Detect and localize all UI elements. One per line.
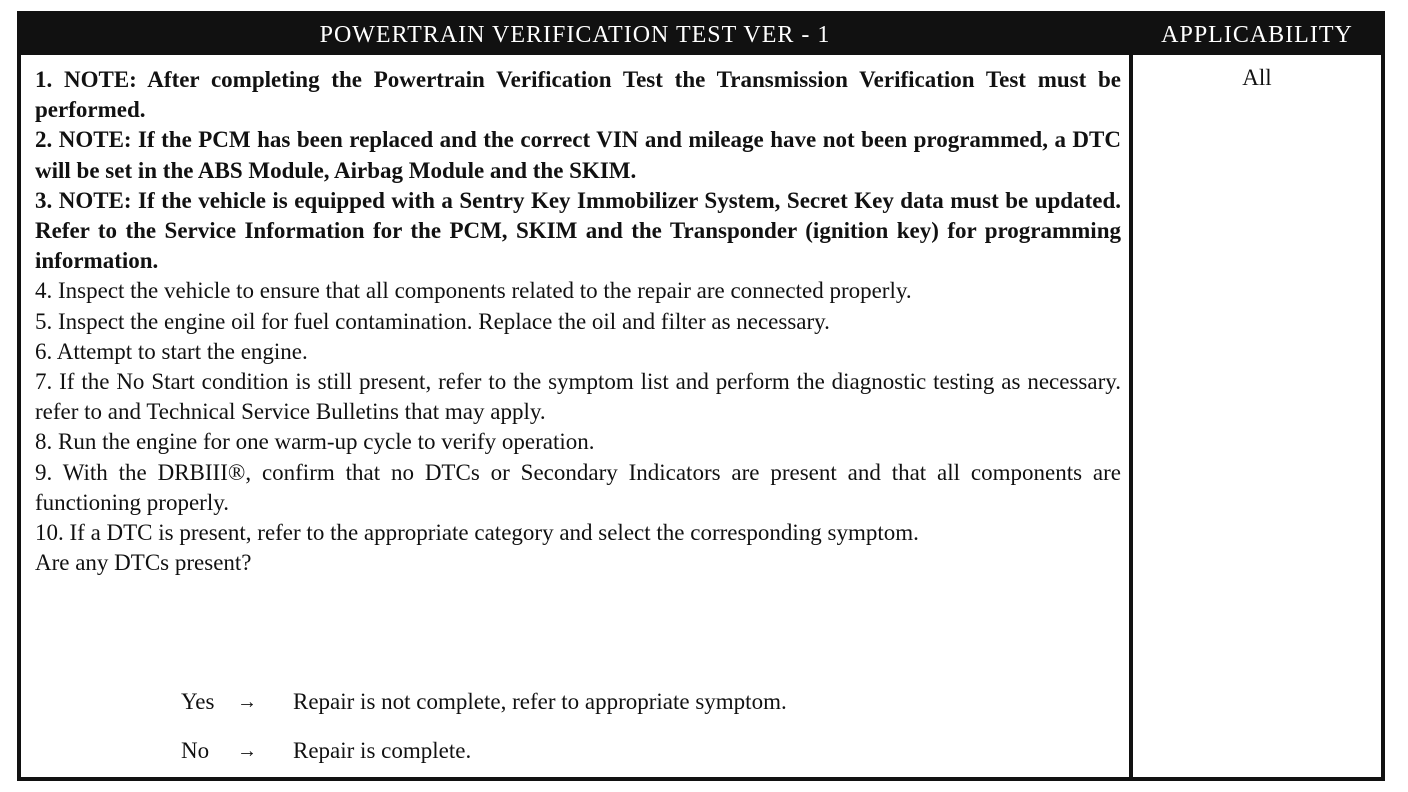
right-arrow-icon: → (237, 739, 257, 762)
step-6: 6. Attempt to start the engine. (35, 338, 308, 364)
question: Are any DTCs present? (35, 550, 252, 576)
step-10: 10. If a DTC is present, refer to the appropriate category and select the corresponding symptom. (35, 520, 919, 546)
answer-no (181, 738, 471, 764)
step-4: 4. Inspect the vehicle to ensure that all components related to the repair are connected properly. (35, 278, 912, 304)
table-header (21, 15, 1381, 55)
answer-yes-text: Repair is not complete, refer to appropriate symptom. (293, 689, 787, 714)
applicability-value: All (1242, 65, 1272, 90)
step-2: 2. NOTE: If the PCM has been replaced and the correct VIN and mileage have not been programmed, a DTC will be set in the ABS Module, Airbag Module and the SKIM. (35, 127, 1121, 183)
step-5: 5. Inspect the engine oil for fuel contamination. Replace the oil and filter as necessary. (35, 308, 830, 334)
answer-yes-label: Yes (181, 689, 215, 714)
answer-no-text: Repair is complete. (293, 738, 472, 763)
answer-yes (181, 689, 787, 715)
column-divider (1129, 55, 1133, 777)
answer-no-label: No (181, 738, 210, 763)
right-arrow-icon: → (237, 690, 257, 713)
step-9: 9. With the DRBIII®, confirm that no DTCs or Secondary Indicators are present and that all components are functioning properly. (35, 459, 1121, 515)
step-8: 8. Run the engine for one warm-up cycle to verify operation. (35, 429, 595, 455)
step-1: 1. NOTE: After completing the Powertrain Verification Test the Transmission Verification Test must be performed. (35, 67, 1121, 123)
applicability-header: APPLICABILITY (1161, 21, 1353, 48)
test-title: POWERTRAIN VERIFICATION TEST VER - 1 (319, 21, 831, 48)
verification-test-table (17, 11, 1385, 781)
step-3: 3. NOTE: If the vehicle is equipped with a Sentry Key Immobilizer System, Secret Key data must be updated. Refer to the Service Information for the PCM, SKIM and the Transponder (ignition key) for programming information. (35, 187, 1121, 274)
test-steps (35, 65, 1121, 578)
step-7: 7. If the No Start condition is still present, refer to the symptom list and perform the diagnostic testing as necessary. refer to and Technical Service Bulletins that may apply. (35, 369, 1121, 425)
